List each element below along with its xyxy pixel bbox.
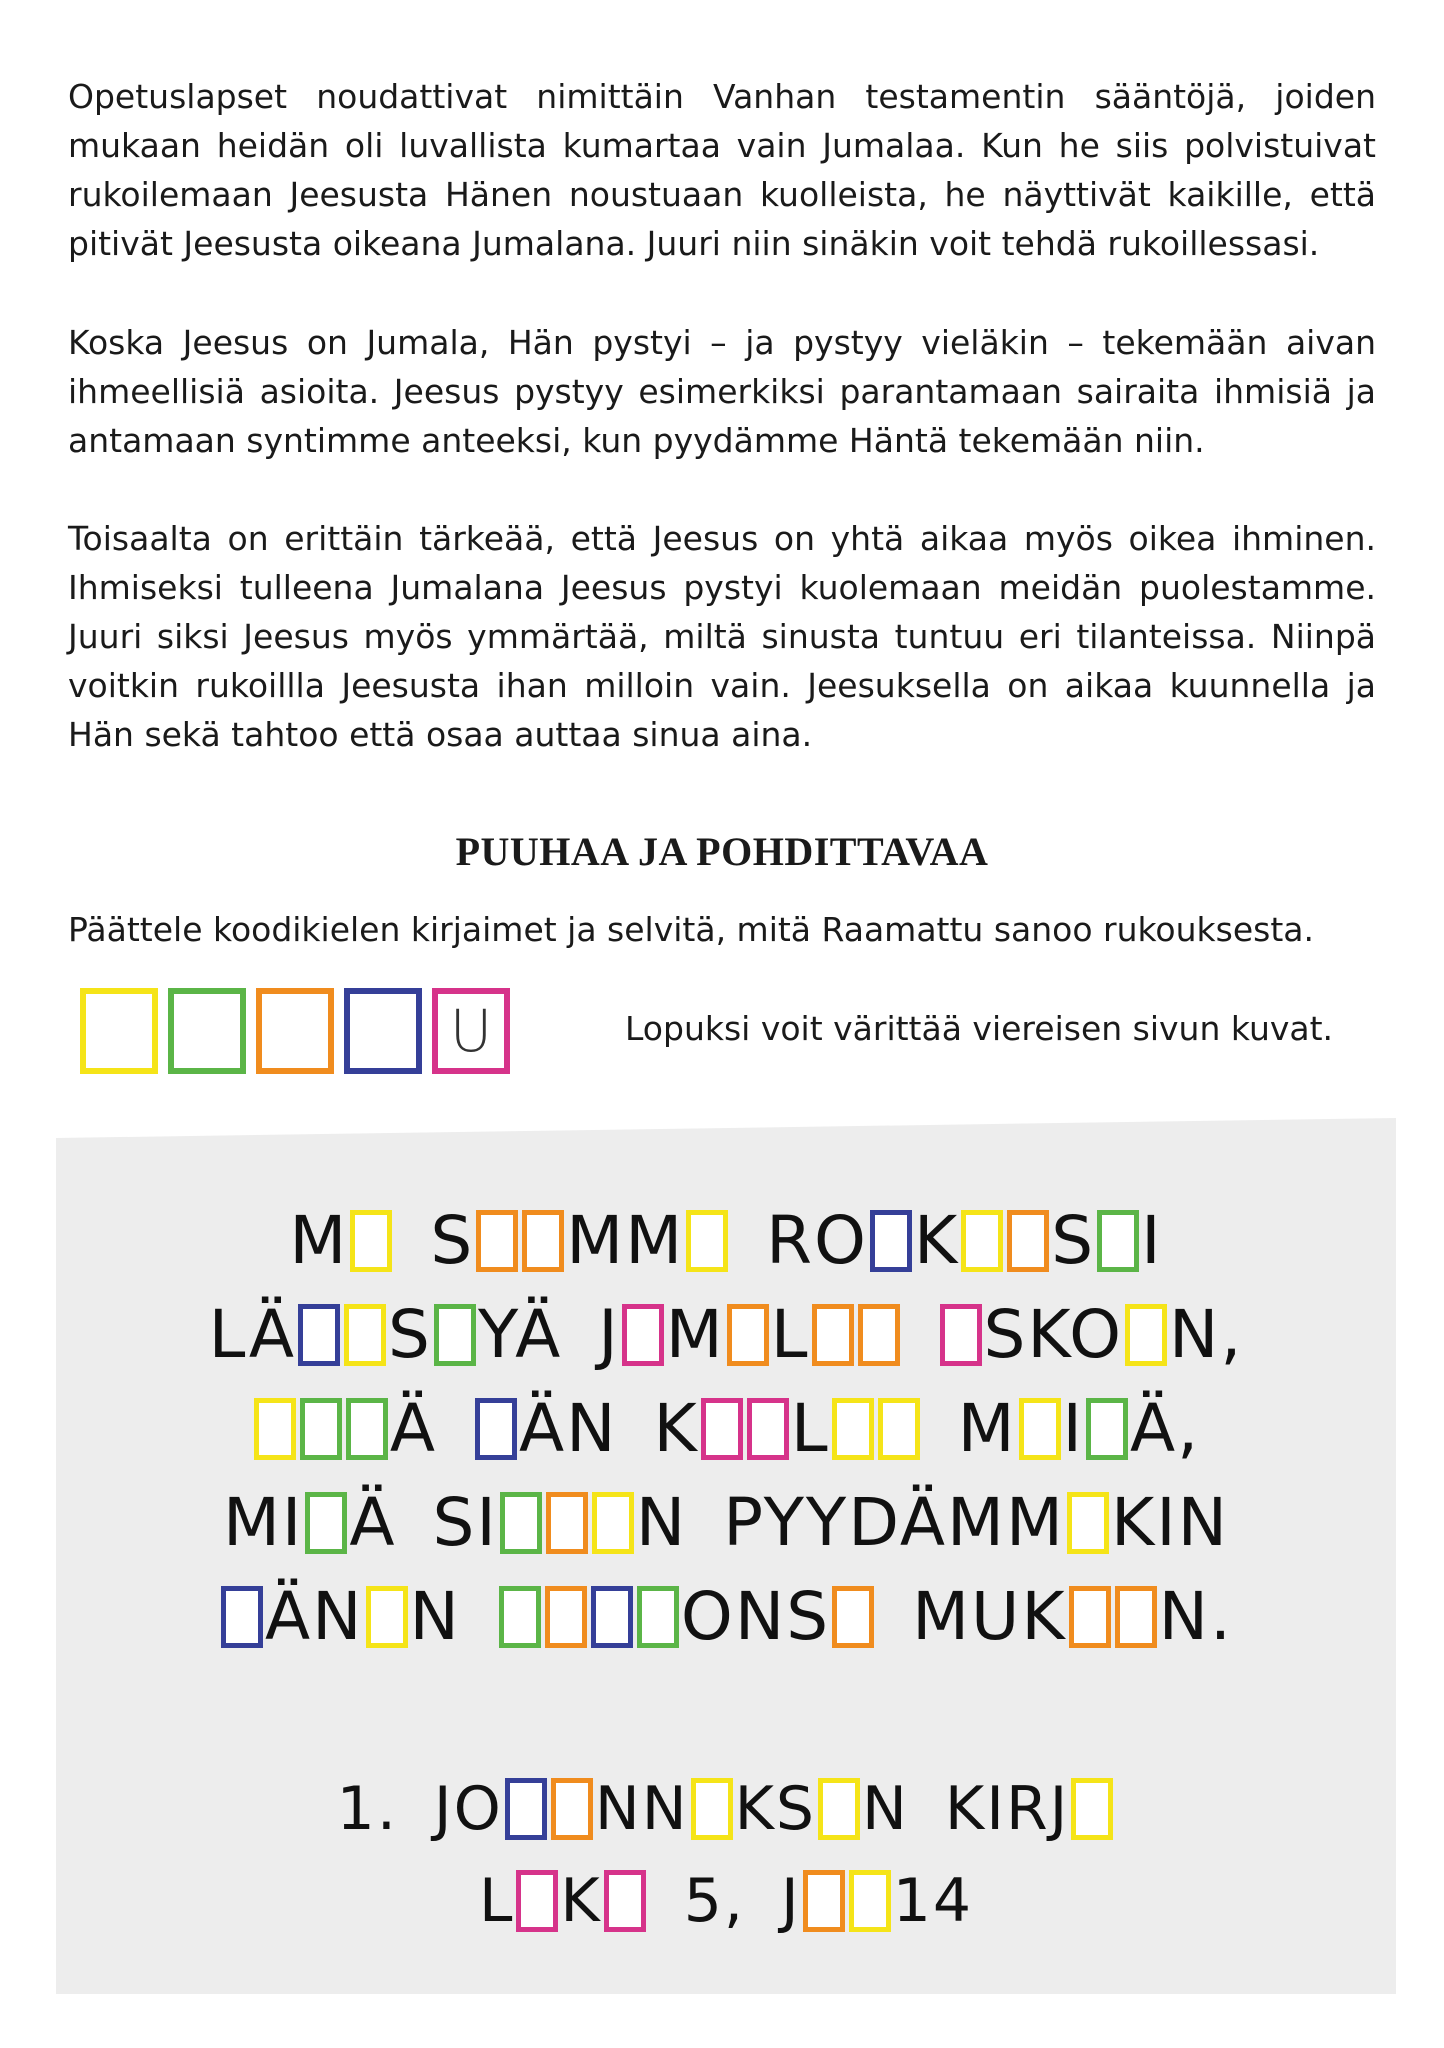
puzzle-letters: K — [913, 1202, 960, 1279]
puzzle-letters: N, — [1169, 1296, 1244, 1373]
code-box-orange[interactable] — [545, 1586, 587, 1648]
code-box-magenta[interactable] — [747, 1398, 789, 1460]
code-box-yellow[interactable] — [1071, 1778, 1113, 1840]
puzzle-letters: ONS — [680, 1578, 831, 1655]
puzzle-letters: KIN — [1110, 1484, 1230, 1561]
code-box-yellow[interactable] — [849, 1870, 891, 1932]
puzzle-letters: KIRJ — [944, 1774, 1070, 1844]
puzzle-letters: J — [598, 1296, 620, 1373]
code-box-orange[interactable] — [1115, 1586, 1157, 1648]
puzzle-letters: MI — [222, 1484, 304, 1561]
puzzle-letters: Ä — [349, 1484, 397, 1561]
puzzle-letters: I — [1062, 1390, 1085, 1467]
code-box-blue[interactable] — [298, 1304, 340, 1366]
key-box-orange — [256, 988, 334, 1074]
code-box-magenta[interactable] — [940, 1304, 982, 1366]
instruction-text: Päättele koodikielen kirjaimet ja selvitä, mitä Raamattu sanoo rukouksesta. — [68, 910, 1314, 949]
key-box-blue — [344, 988, 422, 1074]
code-box-orange[interactable] — [546, 1492, 588, 1554]
code-box-orange[interactable] — [476, 1210, 518, 1272]
code-box-orange[interactable] — [1007, 1210, 1049, 1272]
code-box-yellow[interactable] — [961, 1210, 1003, 1272]
code-box-yellow[interactable] — [832, 1398, 874, 1460]
key-box-green — [168, 988, 246, 1074]
puzzle-letters: PYYDÄMM — [723, 1484, 1065, 1561]
puzzle-row — [56, 1296, 1396, 1373]
puzzle-letters: N — [862, 1774, 909, 1844]
code-box-magenta[interactable] — [701, 1398, 743, 1460]
puzzle-row — [56, 1484, 1396, 1561]
code-box-green[interactable] — [499, 1586, 541, 1648]
code-box-green[interactable] — [300, 1398, 342, 1460]
code-box-green[interactable] — [1097, 1210, 1139, 1272]
code-box-yellow[interactable] — [691, 1778, 733, 1840]
puzzle-letters: K — [653, 1390, 699, 1467]
code-box-blue[interactable] — [591, 1586, 633, 1648]
puzzle-letters: RO — [766, 1202, 868, 1279]
code-box-yellow[interactable] — [1125, 1304, 1167, 1366]
puzzle-letters: 14 — [892, 1866, 974, 1936]
code-box-green[interactable] — [500, 1492, 542, 1554]
code-box-orange[interactable] — [803, 1870, 845, 1932]
puzzle-letters: JO — [433, 1774, 503, 1844]
coloring-note: Lopuksi voit värittää viereisen sivun kuvat. — [625, 1009, 1334, 1048]
puzzle-letters: Ä — [389, 1390, 437, 1467]
code-box-blue[interactable] — [221, 1586, 263, 1648]
code-box-orange[interactable] — [522, 1210, 564, 1272]
reference-row — [56, 1866, 1396, 1936]
section-heading: PUUHAA JA POHDITTAVAA — [455, 829, 989, 874]
puzzle-letters: LÄ — [208, 1296, 297, 1373]
puzzle-letters: ÄN — [264, 1578, 364, 1655]
puzzle-letters: N. — [1158, 1578, 1234, 1655]
code-box-orange[interactable] — [858, 1304, 900, 1366]
key-box-magenta: U — [432, 988, 510, 1074]
code-box-green[interactable] — [346, 1398, 388, 1460]
code-box-orange[interactable] — [812, 1304, 854, 1366]
puzzle-letters: S — [388, 1296, 432, 1373]
puzzle-letters: M — [289, 1202, 349, 1279]
puzzle-letters: L — [478, 1866, 515, 1936]
code-box-blue[interactable] — [475, 1398, 517, 1460]
key-box-yellow — [80, 988, 158, 1074]
code-box-yellow[interactable] — [818, 1778, 860, 1840]
puzzle-letters: N — [409, 1578, 461, 1655]
code-box-magenta[interactable] — [622, 1304, 664, 1366]
code-box-yellow[interactable] — [366, 1586, 408, 1648]
puzzle-letters: Ä, — [1130, 1390, 1201, 1467]
puzzle-row — [56, 1202, 1396, 1279]
puzzle-letters: SKO — [983, 1296, 1124, 1373]
code-box-orange[interactable] — [551, 1778, 593, 1840]
puzzle-letters: 5, — [683, 1866, 745, 1936]
paragraph-1: Opetuslapset noudattivat nimittäin Vanhan testamentin sääntöjä, joiden mukaan heidän oli luvallista kumartaa vain Jumalaa. Kun he siis polvistuivat rukoilemaan Jeesusta Hänen noustuaan kuolleista, he näyttivät kaikille, että pitivät Jeesusta oikeana Jumalana. Juuri niin sinäkin voit tehdä rukoillessasi. — [68, 77, 1376, 263]
code-box-magenta[interactable] — [604, 1870, 646, 1932]
code-box-yellow[interactable] — [350, 1210, 392, 1272]
puzzle-row — [56, 1390, 1396, 1467]
code-box-green[interactable] — [305, 1492, 347, 1554]
code-box-orange[interactable] — [1069, 1586, 1111, 1648]
puzzle-letters: M — [957, 1390, 1017, 1467]
code-box-yellow[interactable] — [344, 1304, 386, 1366]
puzzle-letters: L — [790, 1390, 830, 1467]
code-box-orange[interactable] — [727, 1304, 769, 1366]
puzzle-letters: N — [635, 1484, 688, 1561]
code-box-yellow[interactable] — [686, 1210, 728, 1272]
reference-row — [56, 1774, 1396, 1844]
paragraph-2: Koska Jeesus on Jumala, Hän pystyi – ja pystyy vieläkin – tekemään aivan ihmeellisiä asioita. Jeesus pystyy esimerkiksi parantamaan sairaita ihmisiä ja antamaan syntimme anteeksi, kun pyydämme Häntä tekemään niin. — [68, 323, 1376, 460]
puzzle-row — [56, 1578, 1396, 1655]
puzzle-letters: K — [560, 1866, 602, 1936]
code-box-yellow[interactable] — [1067, 1492, 1109, 1554]
code-box-yellow[interactable] — [254, 1398, 296, 1460]
puzzle-letters: M — [665, 1296, 725, 1373]
puzzle-letters: I — [1141, 1202, 1163, 1279]
puzzle-letters: MM — [566, 1202, 685, 1279]
code-box-blue[interactable] — [505, 1778, 547, 1840]
puzzle-letters: J — [780, 1866, 801, 1936]
puzzle-letters: NN — [594, 1774, 689, 1844]
puzzle-letters: ÄN — [519, 1390, 618, 1467]
code-box-orange[interactable] — [832, 1586, 874, 1648]
code-box-blue[interactable] — [870, 1210, 912, 1272]
puzzle-letters: 1. — [336, 1774, 398, 1844]
code-box-magenta[interactable] — [516, 1870, 558, 1932]
paragraph-3: Toisaalta on erittäin tärkeää, että Jeesus on yhtä aikaa myös oikea ihminen. Ihmiseksi tulleena Jumalana Jeesus pystyi kuolemaan meidän puolestamme. Juuri siksi Jeesus myös ymmärtää, miltä sinusta tuntuu eri tilanteissa. Niinpä voitkin rukoillla Jeesusta ihan milloin vain. Jeesuksella on aikaa kuunnella ja Hän sekä tahtoo että osaa auttaa sinua aina. — [68, 519, 1376, 754]
code-box-green[interactable] — [1086, 1398, 1128, 1460]
puzzle-letters: S — [430, 1202, 475, 1279]
puzzle-letters: KS — [734, 1774, 817, 1844]
code-box-yellow[interactable] — [1019, 1398, 1061, 1460]
color-key — [80, 988, 510, 1074]
puzzle-letters: YÄ — [477, 1296, 563, 1373]
code-box-yellow[interactable] — [592, 1492, 634, 1554]
puzzle-letters: MUK — [912, 1578, 1067, 1655]
code-box-green[interactable] — [434, 1304, 476, 1366]
puzzle-letters: S — [1051, 1202, 1096, 1279]
code-box-yellow[interactable] — [878, 1398, 920, 1460]
code-box-green[interactable] — [637, 1586, 679, 1648]
puzzle-letters: SI — [432, 1484, 498, 1561]
puzzle-letters: L — [770, 1296, 810, 1373]
